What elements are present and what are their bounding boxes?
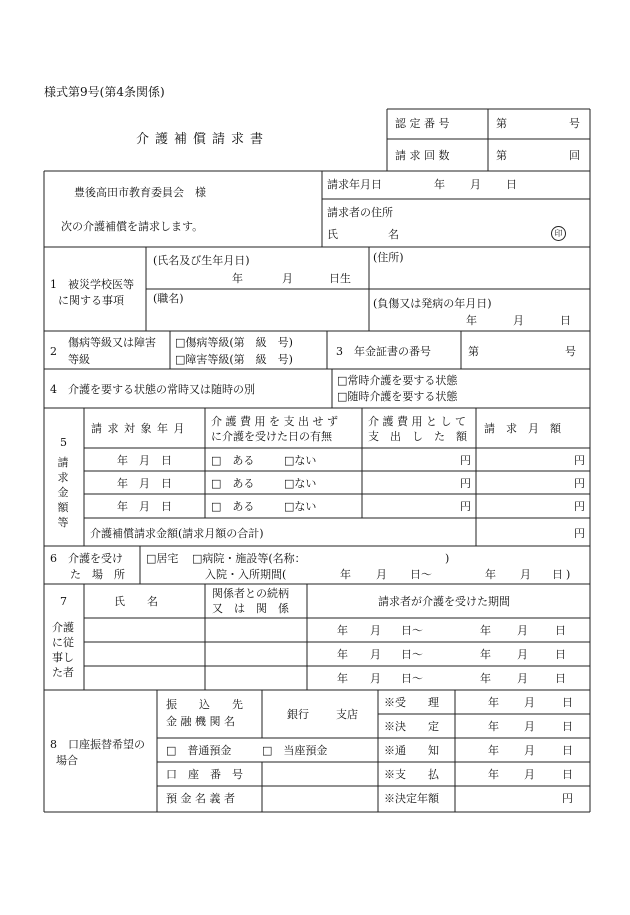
s5-row1-yen-spent: 円 bbox=[460, 454, 471, 467]
s7-row1-from-month: 月 bbox=[370, 624, 381, 637]
s5-row2-nai[interactable]: □ない bbox=[284, 477, 317, 490]
s8-shiharai-day: 日 bbox=[562, 768, 573, 781]
s8-kettei: ※決 定 bbox=[384, 720, 439, 733]
s8-holder: 預 金 名 義 者 bbox=[166, 792, 235, 805]
s8-tsuchi-year: 年 bbox=[488, 744, 499, 757]
s5-row2-yen-monthly: 円 bbox=[574, 477, 585, 490]
s6-to-day: 日 bbox=[552, 568, 563, 581]
s6-title-a: 6 介護を受け bbox=[50, 552, 123, 565]
cert-no-go: 号 bbox=[569, 117, 580, 130]
s2-title-b: 等級 bbox=[68, 353, 90, 366]
s2-option-disability-grade[interactable]: □障害等級(第 級 号) bbox=[175, 353, 293, 366]
s1-job-label: (職名) bbox=[153, 292, 184, 305]
s2-title-a: 傷病等級又は障害 bbox=[68, 336, 156, 349]
s7-col-relation-b: 又 は 関 係 bbox=[212, 602, 289, 615]
s5-row3-yen-monthly: 円 bbox=[574, 500, 585, 513]
s6-from-day: 日～ bbox=[410, 568, 432, 581]
s6-title-b: た 場 所 bbox=[70, 568, 125, 581]
s8-branch: 支店 bbox=[336, 708, 358, 721]
s5-row2-date: 年 月 日 bbox=[117, 477, 172, 490]
s8-option-futsu[interactable]: □ 普通預金 bbox=[166, 744, 232, 757]
s2-option-injury-grade[interactable]: □傷病等級(第 級 号) bbox=[175, 336, 293, 349]
s8-juri-month: 月 bbox=[524, 696, 535, 709]
s5-num: 5 bbox=[60, 436, 67, 449]
s1-dob-month: 月 bbox=[282, 272, 293, 285]
s3-dai: 第 bbox=[468, 345, 479, 358]
s1-injury-month: 月 bbox=[513, 314, 524, 327]
s5-total-label: 介護補償請求金額(請求月額の合計) bbox=[90, 527, 264, 540]
s8-juri-day: 日 bbox=[562, 696, 573, 709]
s8-bank: 銀行 bbox=[287, 708, 309, 721]
s8-juri: ※受 理 bbox=[384, 696, 439, 709]
claim-date-day: 日 bbox=[506, 178, 517, 191]
s6-to-year: 年 bbox=[485, 568, 496, 581]
s7-col-period: 請求者が介護を受けた期間 bbox=[378, 595, 510, 608]
s8-juri-year: 年 bbox=[488, 696, 499, 709]
s1-injury-year: 年 bbox=[466, 314, 477, 327]
claimant-name-label-a: 氏 bbox=[327, 228, 338, 241]
s5-col-target-month: 請 求 対 象 年 月 bbox=[91, 422, 186, 435]
seal-mark: 印 bbox=[551, 226, 566, 241]
s8-shiharai-year: 年 bbox=[488, 768, 499, 781]
claim-count-label: 請 求 回 数 bbox=[395, 149, 450, 162]
s5-row2-aru[interactable]: □ ある bbox=[211, 477, 255, 490]
cert-no-label: 認 定 番 号 bbox=[395, 117, 450, 130]
claim-date-label: 請求年月日 bbox=[327, 178, 382, 191]
s7-row3-from-year: 年 bbox=[337, 672, 348, 685]
s7-row3-to-day: 日 bbox=[555, 672, 566, 685]
s7-row2-to-year: 年 bbox=[480, 648, 491, 661]
s7-vertical-label: 介護に従事した者 bbox=[52, 621, 74, 679]
cert-no-dai: 第 bbox=[496, 117, 507, 130]
s6-to-month: 月 bbox=[520, 568, 531, 581]
s4-title: 4 介護を要する状態の常時又は随時の別 bbox=[50, 383, 255, 396]
s5-row3-aru[interactable]: □ ある bbox=[211, 500, 255, 513]
s8-tsuchi-month: 月 bbox=[524, 744, 535, 757]
claim-date-month: 月 bbox=[470, 178, 481, 191]
s7-row3-to-month: 月 bbox=[517, 672, 528, 685]
s5-row3-yen-spent: 円 bbox=[460, 500, 471, 513]
s7-row1-to-day: 日 bbox=[555, 624, 566, 637]
s1-title-a: 1 被災学校医等 bbox=[50, 278, 134, 291]
s8-payee-a: 振 込 先 bbox=[166, 698, 243, 711]
s1-dob-born: 日生 bbox=[329, 272, 351, 285]
s8-title-a: 8 口座振替希望の bbox=[50, 738, 145, 751]
s8-payee-b: 金 融 機 関 名 bbox=[166, 715, 235, 728]
s5-row1-yen-monthly: 円 bbox=[574, 454, 585, 467]
addressee: 豊後高田市教育委員会 様 bbox=[74, 186, 206, 199]
s5-col-spent-a: 介 護 費 用 と し て bbox=[368, 415, 466, 428]
s2-num: 2 bbox=[50, 345, 57, 358]
s8-kettei-day: 日 bbox=[562, 720, 573, 733]
s1-injury-day: 日 bbox=[560, 314, 571, 327]
s6-close-paren: ) bbox=[445, 552, 450, 565]
s8-shiharai: ※支 払 bbox=[384, 768, 439, 781]
s1-dob-year: 年 bbox=[232, 272, 243, 285]
claim-count-kai: 回 bbox=[569, 149, 580, 162]
s8-kettei-year: 年 bbox=[488, 720, 499, 733]
s6-from-year: 年 bbox=[340, 568, 351, 581]
s5-vertical-label: 請求金額等 bbox=[57, 456, 69, 529]
claimant-name-label-b: 名 bbox=[388, 228, 399, 241]
s1-address-label: (住所) bbox=[373, 251, 404, 264]
s8-option-toza[interactable]: □ 当座預金 bbox=[262, 744, 328, 757]
request-text: 次の介護補償を請求します。 bbox=[61, 220, 204, 233]
s8-kettei-month: 月 bbox=[524, 720, 535, 733]
s5-row3-nai[interactable]: □ない bbox=[284, 500, 317, 513]
s7-row2-from-year: 年 bbox=[337, 648, 348, 661]
s1-name-dob-label: (氏名及び生年月日) bbox=[153, 254, 250, 267]
s7-row1-to-year: 年 bbox=[480, 624, 491, 637]
s7-num: 7 bbox=[60, 595, 67, 608]
s8-kettei-nengaku-yen: 円 bbox=[562, 792, 573, 805]
s7-row3-to-year: 年 bbox=[480, 672, 491, 685]
s8-kettei-nengaku: ※決定年額 bbox=[384, 792, 439, 805]
form-id: 様式第9号(第4条関係) bbox=[44, 85, 165, 99]
s7-col-relation-a: 関係者との続柄 bbox=[212, 587, 289, 600]
s5-row1-nai[interactable]: □ない bbox=[284, 454, 317, 467]
s5-row1-aru[interactable]: □ ある bbox=[211, 454, 255, 467]
s8-tsuchi: ※通 知 bbox=[384, 744, 439, 757]
claim-count-dai: 第 bbox=[496, 149, 507, 162]
s8-title-b: 場合 bbox=[56, 754, 78, 767]
s6-option-facility[interactable]: □病院・施設等(名称： bbox=[192, 552, 306, 565]
s7-row1-from-day: 日～ bbox=[401, 624, 423, 637]
s1-title-b: に関する事項 bbox=[58, 294, 124, 307]
claimant-address-label: 請求者の住所 bbox=[327, 206, 393, 219]
page-title: 介護補償請求書 bbox=[136, 132, 270, 147]
s7-row2-to-day: 日 bbox=[555, 648, 566, 661]
s6-from-month: 月 bbox=[376, 568, 387, 581]
s6-option-home[interactable]: □居宅 bbox=[146, 552, 179, 565]
s7-row1-to-month: 月 bbox=[517, 624, 528, 637]
s7-row3-from-day: 日～ bbox=[401, 672, 423, 685]
s7-row3-from-month: 月 bbox=[370, 672, 381, 685]
s1-injury-date-label: (負傷又は発病の年月日) bbox=[373, 297, 492, 310]
s5-col-spent-b: 支 出 し た 額 bbox=[368, 430, 467, 443]
s5-col-days-a: 介 護 費 用 を 支 出 せ ず bbox=[211, 415, 338, 428]
s5-row2-yen-spent: 円 bbox=[460, 477, 471, 490]
s8-tsuchi-day: 日 bbox=[562, 744, 573, 757]
s3-title: 3 年金証書の番号 bbox=[336, 345, 431, 358]
s4-option-constant[interactable]: □常時介護を要する状態 bbox=[337, 374, 458, 387]
s7-row2-to-month: 月 bbox=[517, 648, 528, 661]
s5-col-monthly: 請 求 月 額 bbox=[484, 422, 561, 435]
s4-option-occasional[interactable]: □随時介護を要する状態 bbox=[337, 390, 458, 403]
s8-shiharai-month: 月 bbox=[524, 768, 535, 781]
s7-row2-from-day: 日～ bbox=[401, 648, 423, 661]
s6-period-label: 入院・入所期間( bbox=[205, 568, 287, 581]
s7-row1-from-year: 年 bbox=[337, 624, 348, 637]
s7-col-name: 氏 名 bbox=[114, 595, 158, 608]
s8-account-no: 口 座 番 号 bbox=[166, 768, 243, 781]
claim-date-year: 年 bbox=[434, 178, 445, 191]
s5-row3-date: 年 月 日 bbox=[117, 500, 172, 513]
s5-col-days-b: に介護を受けた日の有無 bbox=[211, 430, 332, 443]
s6-period-close: ) bbox=[566, 568, 571, 581]
s3-go: 号 bbox=[565, 345, 576, 358]
s5-row1-date: 年 月 日 bbox=[117, 454, 172, 467]
s7-row2-from-month: 月 bbox=[370, 648, 381, 661]
s5-total-yen: 円 bbox=[574, 527, 585, 540]
